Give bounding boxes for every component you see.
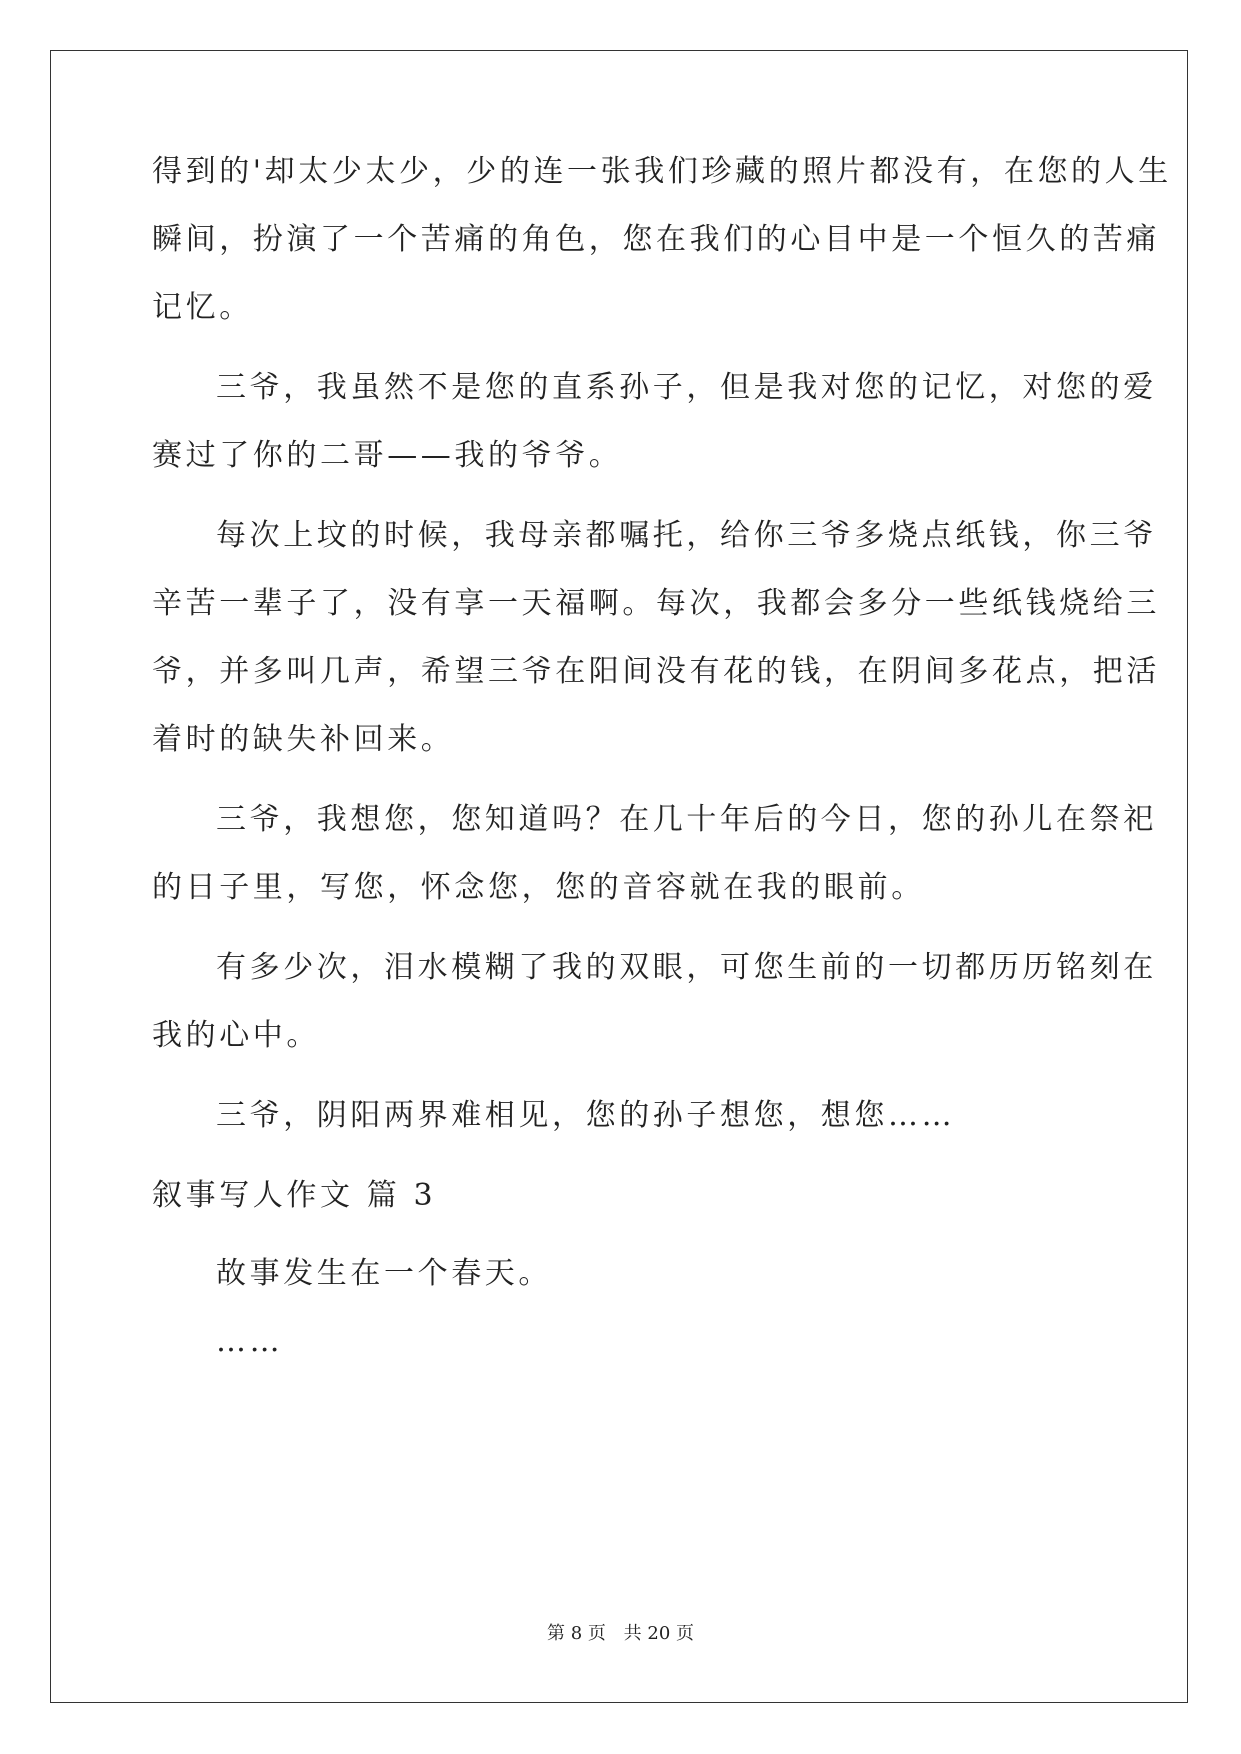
ellipsis-line: …… xyxy=(216,1324,284,1359)
paragraph-start-line: 三爷，我想您，您知道吗？在几十年后的今日，您的孙儿在祭祀 xyxy=(216,802,1157,837)
text-line: 赛过了你的二哥——我的爷爷。 xyxy=(152,438,623,473)
page-number-total: 共 20 页 xyxy=(623,1623,694,1644)
text-line: 记忆。 xyxy=(152,290,253,325)
text-line: 着时的缺失补回来。 xyxy=(152,722,455,757)
page-footer xyxy=(0,1622,1241,1646)
text-line: 瞬间，扮演了一个苦痛的角色，您在我们的心目中是一个恒久的苦痛 xyxy=(152,222,1160,257)
page-number-current: 第 8 页 xyxy=(547,1623,606,1644)
paragraph-start-line: 三爷，我虽然不是您的直系孙子，但是我对您的记忆，对您的爱 xyxy=(216,370,1157,405)
text-line: 得到的'却太少太少，少的连一张我们珍藏的照片都没有，在您的人生 xyxy=(152,154,1172,189)
text-line: 的日子里，写您，怀念您，您的音容就在我的眼前。 xyxy=(152,870,925,905)
text-line: 爷，并多叫几声，希望三爷在阳间没有花的钱，在阴间多花点，把活 xyxy=(152,654,1160,689)
paragraph-start-line: 有多少次，泪水模糊了我的双眼，可您生前的一切都历历铭刻在 xyxy=(216,950,1157,985)
text-line: 辛苦一辈子了，没有享一天福啊。每次，我都会多分一些纸钱烧给三 xyxy=(152,586,1160,621)
paragraph-start-line: 三爷，阴阳两界难相见，您的孙子想您，想您…… xyxy=(216,1098,956,1133)
text-line: 我的心中。 xyxy=(152,1018,320,1053)
paragraph-start-line: 故事发生在一个春天。 xyxy=(216,1256,552,1291)
section-heading: 叙事写人作文 篇 3 xyxy=(152,1178,437,1213)
paragraph-start-line: 每次上坟的时候，我母亲都嘱托，给你三爷多烧点纸钱，你三爷 xyxy=(216,518,1157,553)
